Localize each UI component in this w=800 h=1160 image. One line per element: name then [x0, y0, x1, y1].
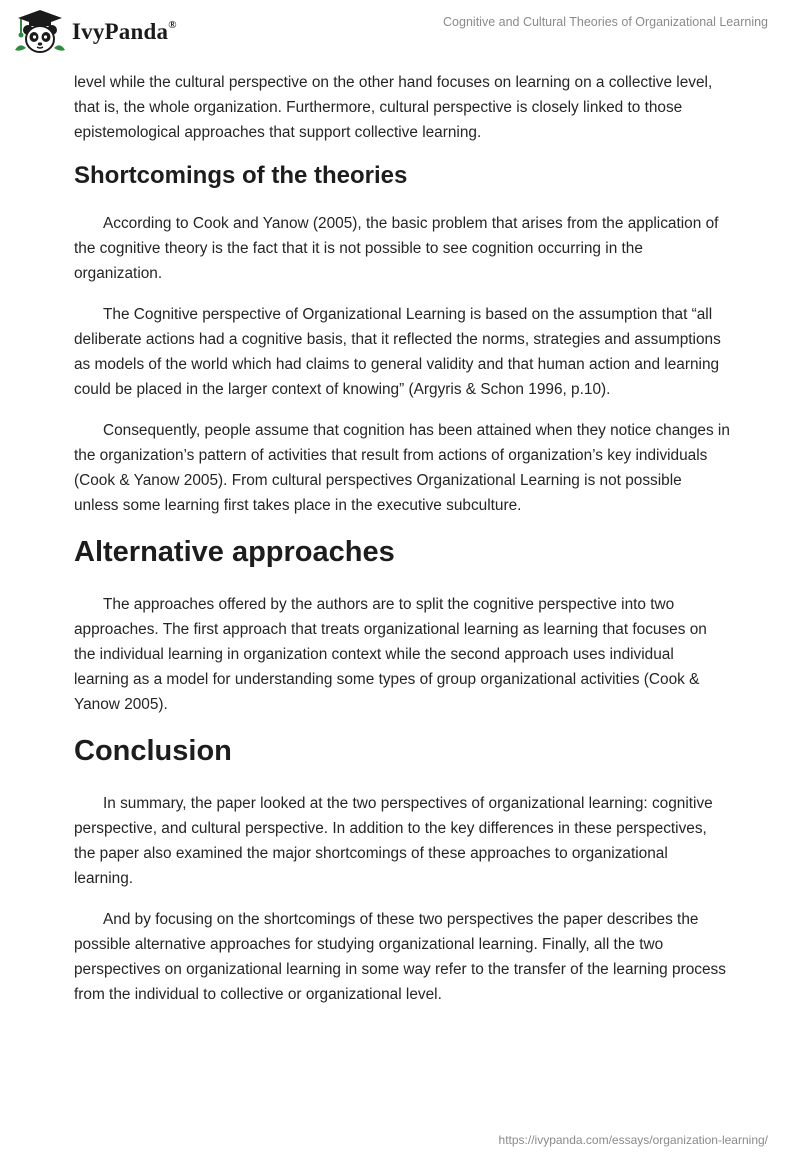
brand-name — [72, 19, 177, 45]
heading-shortcomings: Shortcomings of the theories — [74, 162, 408, 189]
brand-logo[interactable] — [12, 8, 177, 56]
paragraph-intro: level while the cultural perspective on the other hand focuses on learning on a collective level, that is, the whole organization. Furthermore, cultural perspective is closely linked to those epistemological approaches that support collective learning. — [74, 74, 713, 141]
paragraph-conclusion-1: In summary, the paper looked at the two perspectives of organizational learning: cognitive perspective, and cultural perspective. In addition to the key differences in these perspectives, the paper also examined the major shortcomings of these approaches to organizational learning. — [74, 795, 713, 887]
paragraph-shortcomings-2: The Cognitive perspective of Organizational Learning is based on the assumption that “all deliberate actions had a cognitive basis, that it reflected the norms, strategies and assumptions as models of the world which had claims to general validity and that human action and learning could be placed in the larger context of knowing” (Argyris & Schon 1996, p.10). — [74, 306, 721, 398]
panda-graduate-icon — [12, 8, 68, 56]
page-header — [0, 0, 800, 64]
heading-alternative-approaches: Alternative approaches — [74, 536, 395, 568]
paragraph-shortcomings-1: According to Cook and Yanow (2005), the basic problem that arises from the application of the cognitive theory is the fact that it is not possible to see cognition occurring in the organization. — [74, 215, 719, 282]
paragraph-shortcomings-3: Consequently, people assume that cognition has been attained when they notice changes in the organization’s pattern of activities that result from actions of organization’s key individuals (Cook & Yanow 2005). From cultural perspectives Organizational Learning is not possible unless some learning first takes place in the executive subculture. — [74, 422, 730, 514]
essay-content — [74, 70, 730, 1023]
source-url[interactable]: https://ivypanda.com/essays/organization-learning/ — [498, 1133, 768, 1147]
paragraph-alternative-1: The approaches offered by the authors are to split the cognitive perspective into two approaches. The first approach that treats organizational learning as learning that focuses on the individual learning in organization context while the second approach uses individual learning as a model for understanding some types of group organizational activities (Cook & Yanow 2005). — [74, 596, 707, 713]
brand-name-text: IvyPanda — [72, 19, 169, 44]
paragraph-conclusion-2: And by focusing on the shortcomings of these two perspectives the paper describes the possible alternative approaches for studying organizational learning. Finally, all the two perspectives on organizational learning in some way refer to the transfer of the learning process from the individual to collective or organizational level. — [74, 911, 726, 1003]
registered-mark: ® — [168, 19, 177, 32]
document-title: Cognitive and Cultural Theories of Organizational Learning — [443, 15, 768, 29]
heading-conclusion: Conclusion — [74, 735, 232, 767]
